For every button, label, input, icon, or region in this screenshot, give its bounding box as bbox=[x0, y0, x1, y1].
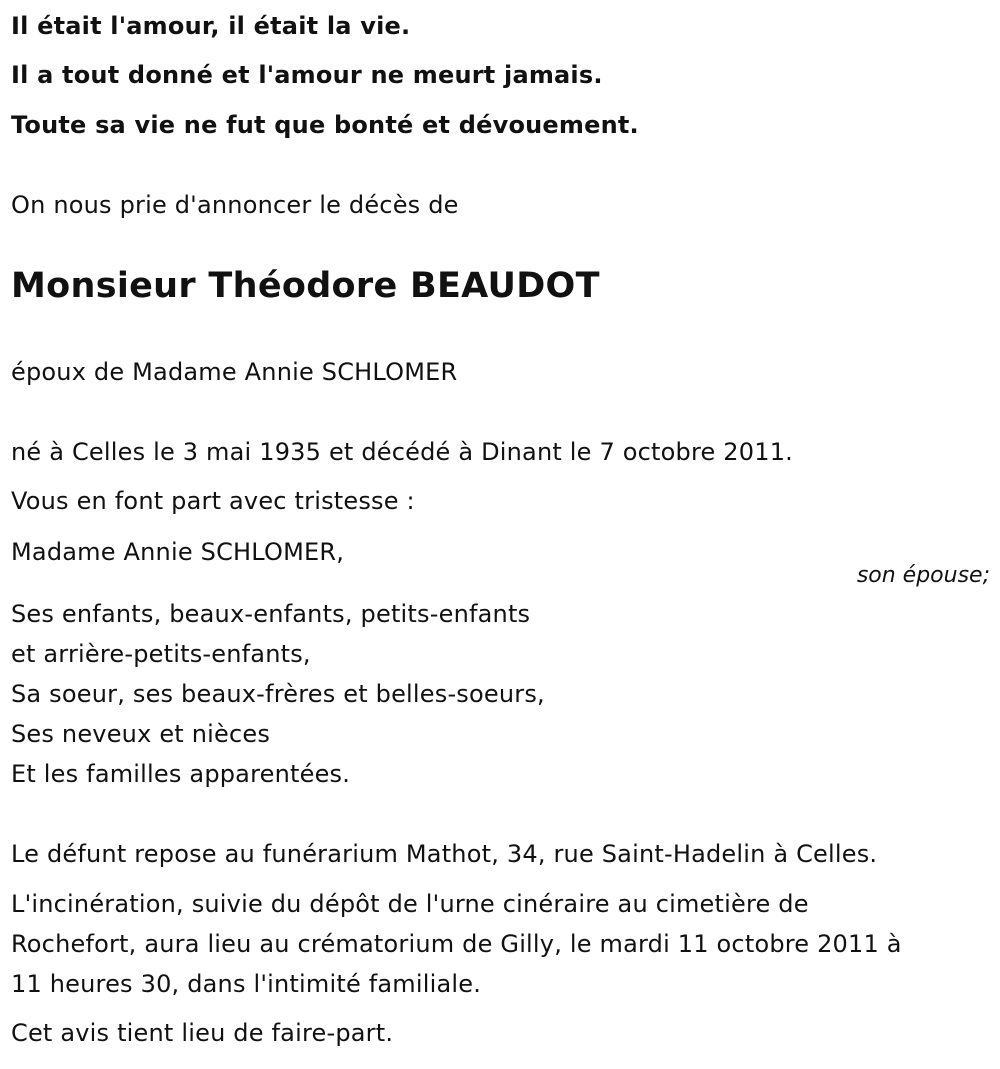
ceremony-line-3: 11 heures 30, dans l'intimité familiale. bbox=[11, 970, 482, 998]
verse-line-1: Il était l'amour, il était la vie. bbox=[11, 12, 411, 40]
ceremony-line-1: L'incinération, suivie du dépôt de l'urne cinéraire au cimetière de bbox=[11, 890, 809, 918]
repose-line: Le défunt repose au funérarium Mathot, 34, rue Saint-Hadelin à Celles. bbox=[11, 840, 878, 868]
family-line-2: et arrière-petits-enfants, bbox=[11, 640, 311, 668]
family-line-4: Ses neveux et nièces bbox=[11, 720, 271, 748]
family-line-3: Sa soeur, ses beaux-frères et belles-soeurs, bbox=[11, 680, 545, 708]
verse-line-3: Toute sa vie ne fut que bonté et dévouement. bbox=[11, 111, 639, 139]
verse-line-2: Il a tout donné et l'amour ne meurt jamais. bbox=[11, 61, 603, 89]
family-line-1: Ses enfants, beaux-enfants, petits-enfants bbox=[11, 600, 531, 628]
announcement-text: On nous prie d'annoncer le décès de bbox=[11, 191, 459, 219]
deceased-name: Monsieur Théodore BEAUDOT bbox=[11, 266, 600, 306]
family-line-5: Et les familles apparentées. bbox=[11, 760, 351, 788]
spouse-line: époux de Madame Annie SCHLOMER bbox=[11, 358, 458, 386]
spouse-role: son épouse; bbox=[856, 563, 990, 588]
birth-death-line: né à Celles le 3 mai 1935 et décédé à Dinant le 7 octobre 2011. bbox=[11, 438, 794, 466]
closing-line: Cet avis tient lieu de faire-part. bbox=[11, 1019, 394, 1047]
family-intro: Vous en font part avec tristesse : bbox=[11, 487, 415, 515]
ceremony-line-2: Rochefort, aura lieu au crématorium de Gilly, le mardi 11 octobre 2011 à bbox=[11, 930, 902, 958]
spouse-name: Madame Annie SCHLOMER, bbox=[11, 538, 345, 566]
